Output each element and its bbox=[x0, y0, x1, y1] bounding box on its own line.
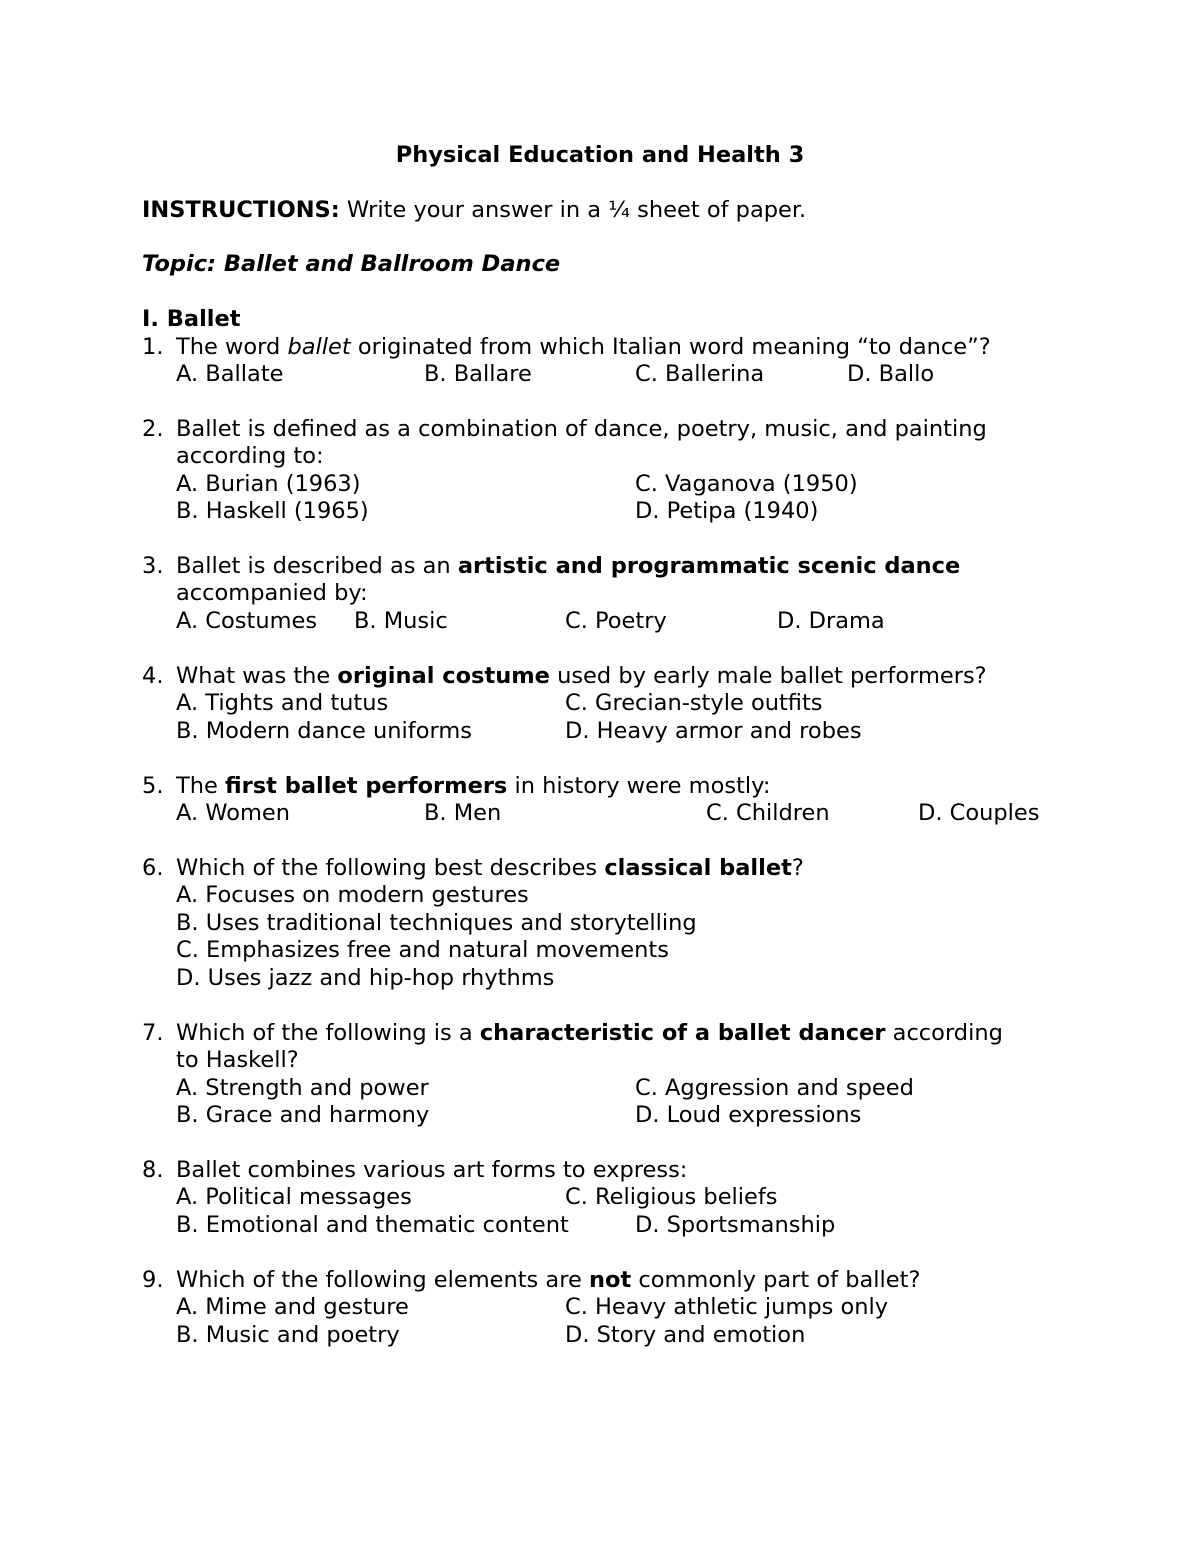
choice-a: A. Burian (1963) bbox=[176, 471, 361, 497]
choice-d: D. Ballo bbox=[847, 361, 935, 387]
choice-a: A. Political messages bbox=[176, 1184, 412, 1210]
page-title: Physical Education and Health 3 bbox=[395, 142, 805, 168]
question-text: Ballet is defined as a combination of dance, poetry, music, and painting bbox=[176, 416, 987, 442]
choice-d: D. Loud expressions bbox=[635, 1102, 862, 1128]
choice-c: C. Grecian-style outfits bbox=[565, 690, 823, 716]
choice-b: B. Ballare bbox=[424, 361, 532, 387]
question-text: Ballet combines various art forms to express: bbox=[176, 1157, 688, 1183]
choice-d: D. Drama bbox=[777, 608, 885, 634]
choice-c: C. Poetry bbox=[565, 608, 667, 634]
choice-b: B. Men bbox=[424, 800, 502, 826]
question-text-cont: to Haskell? bbox=[176, 1047, 299, 1073]
choice-c: C. Vaganova (1950) bbox=[635, 471, 858, 497]
question-text: What was the original costume used by early male ballet performers? bbox=[176, 663, 987, 689]
question-number: 7. bbox=[142, 1020, 164, 1046]
choice-a: A. Focuses on modern gestures bbox=[176, 882, 529, 908]
question-number: 4. bbox=[142, 663, 164, 689]
choice-d: D. Couples bbox=[918, 800, 1040, 826]
question-text: Which of the following is a characteristic of a ballet dancer according bbox=[176, 1020, 1003, 1046]
choice-d: D. Story and emotion bbox=[565, 1322, 806, 1348]
choice-a: A. Tights and tutus bbox=[176, 690, 389, 716]
choice-d: D. Heavy armor and robes bbox=[565, 718, 862, 744]
choice-b: B. Emotional and thematic content bbox=[176, 1212, 569, 1238]
choice-b: B. Music and poetry bbox=[176, 1322, 400, 1348]
choice-a: A. Ballate bbox=[176, 361, 284, 387]
choice-d: D. Uses jazz and hip-hop rhythms bbox=[176, 965, 555, 991]
question-text: Which of the following elements are not commonly part of ballet? bbox=[176, 1267, 921, 1293]
choice-c: C. Aggression and speed bbox=[635, 1075, 914, 1101]
choice-c: C. Religious beliefs bbox=[565, 1184, 778, 1210]
choice-c: C. Heavy athletic jumps only bbox=[565, 1294, 889, 1320]
choice-c: C. Children bbox=[706, 800, 830, 826]
choice-b: B. Grace and harmony bbox=[176, 1102, 430, 1128]
question-text-cont: accompanied by: bbox=[176, 580, 368, 606]
instructions-label: INSTRUCTIONS: bbox=[142, 197, 340, 223]
question-text-cont: according to: bbox=[176, 443, 324, 469]
question-number: 6. bbox=[142, 855, 164, 881]
instructions-text: Write your answer in a ¼ sheet of paper. bbox=[346, 197, 807, 223]
choice-c: C. Emphasizes free and natural movements bbox=[176, 937, 669, 963]
choice-b: B. Uses traditional techniques and storytelling bbox=[176, 910, 697, 936]
section-heading: I. Ballet bbox=[142, 306, 241, 332]
choice-b: B. Music bbox=[354, 608, 448, 634]
question-text: The first ballet performers in history were mostly: bbox=[176, 773, 771, 799]
question-text: The word ballet originated from which Italian word meaning “to dance”? bbox=[176, 334, 991, 360]
choice-d: D. Sportsmanship bbox=[635, 1212, 836, 1238]
topic-heading: Topic: Ballet and Ballroom Dance bbox=[142, 251, 561, 277]
question-number: 8. bbox=[142, 1157, 164, 1183]
question-number: 1. bbox=[142, 334, 164, 360]
question-number: 5. bbox=[142, 773, 164, 799]
question-text: Ballet is described as an artistic and programmatic scenic dance bbox=[176, 553, 961, 579]
instructions bbox=[142, 197, 806, 224]
choice-a: A. Mime and gesture bbox=[176, 1294, 409, 1320]
choice-b: B. Haskell (1965) bbox=[176, 498, 369, 524]
choice-c: C. Ballerina bbox=[635, 361, 765, 387]
question-number: 2. bbox=[142, 416, 164, 442]
question-text: Which of the following best describes classical ballet? bbox=[176, 855, 804, 881]
choice-b: B. Modern dance uniforms bbox=[176, 718, 472, 744]
choice-a: A. Costumes bbox=[176, 608, 318, 634]
question-number: 3. bbox=[142, 553, 164, 579]
choice-a: A. Strength and power bbox=[176, 1075, 429, 1101]
choice-d: D. Petipa (1940) bbox=[635, 498, 819, 524]
question-number: 9. bbox=[142, 1267, 164, 1293]
choice-a: A. Women bbox=[176, 800, 291, 826]
